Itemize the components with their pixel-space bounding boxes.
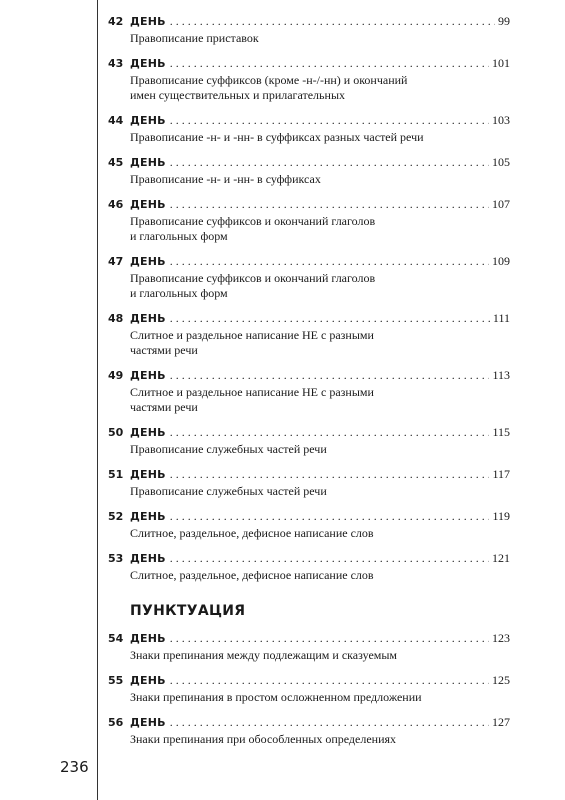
entry-title: Слитное и раздельное написание НЕ с разными частями речи bbox=[130, 385, 374, 414]
day-label: ДЕНЬ bbox=[130, 552, 166, 565]
day-number: 45 bbox=[108, 156, 124, 169]
toc-entry-header bbox=[108, 14, 510, 31]
dot-leader bbox=[170, 425, 490, 440]
dot-leader bbox=[170, 254, 489, 269]
day-label: ДЕНЬ bbox=[130, 15, 166, 28]
dot-leader bbox=[170, 551, 489, 566]
toc-entry-header bbox=[108, 368, 510, 385]
entry-title: Правописание служебных частей речи bbox=[130, 442, 327, 456]
toc-entry-header bbox=[108, 113, 510, 130]
toc-list-spelling bbox=[108, 14, 510, 583]
day-number: 54 bbox=[108, 632, 124, 645]
entry-title: Правописание служебных частей речи bbox=[130, 484, 327, 498]
dot-leader bbox=[170, 715, 489, 730]
entry-title: Слитное, раздельное, дефисное написание слов bbox=[130, 526, 374, 540]
day-number: 53 bbox=[108, 552, 124, 565]
day-number: 43 bbox=[108, 57, 124, 70]
day-label: ДЕНЬ bbox=[130, 510, 166, 523]
toc-entry[interactable] bbox=[108, 673, 510, 705]
page-reference: 115 bbox=[492, 425, 510, 439]
day-number: 52 bbox=[108, 510, 124, 523]
toc-entry[interactable] bbox=[108, 155, 510, 187]
day-label: ДЕНЬ bbox=[130, 468, 166, 481]
page-reference: 107 bbox=[492, 197, 510, 211]
entry-title: Слитное, раздельное, дефисное написание слов bbox=[130, 568, 374, 582]
section-heading: ПУНКТУАЦИЯ bbox=[130, 603, 246, 619]
toc-list-punctuation bbox=[108, 631, 510, 747]
page-reference: 113 bbox=[492, 368, 510, 382]
page-reference: 117 bbox=[492, 467, 510, 481]
entry-title: Правописание суффиксов (кроме -н-/-нн) и окончаний имен существительных и прилагательных bbox=[130, 73, 408, 102]
dot-leader bbox=[170, 14, 495, 29]
toc-entry-header bbox=[108, 509, 510, 526]
toc-entry[interactable] bbox=[108, 197, 510, 244]
entry-title: Правописание -н- и -нн- в суффиксах bbox=[130, 172, 321, 186]
toc-entry-header bbox=[108, 467, 510, 484]
page-reference: 99 bbox=[498, 14, 510, 28]
toc-entry[interactable] bbox=[108, 113, 510, 145]
dot-leader bbox=[170, 113, 489, 128]
day-label: ДЕНЬ bbox=[130, 255, 166, 268]
margin-rule bbox=[97, 0, 98, 800]
page-reference: 125 bbox=[492, 673, 510, 687]
entry-title: Знаки препинания между подлежащим и сказуемым bbox=[130, 648, 398, 662]
toc-entry[interactable] bbox=[108, 56, 510, 103]
day-label: ДЕНЬ bbox=[130, 312, 166, 325]
day-label: ДЕНЬ bbox=[130, 674, 166, 687]
day-label: ДЕНЬ bbox=[130, 57, 166, 70]
toc-entry[interactable] bbox=[108, 715, 510, 747]
toc-entry[interactable] bbox=[108, 509, 510, 541]
page-reference: 111 bbox=[492, 311, 510, 325]
dot-leader bbox=[170, 368, 490, 383]
entry-title: Слитное и раздельное написание НЕ с разными частями речи bbox=[130, 328, 374, 357]
dot-leader bbox=[170, 197, 489, 212]
entry-title: Знаки препинания при обособленных определениях bbox=[130, 732, 397, 746]
toc-entry-header bbox=[108, 673, 510, 690]
page-reference: 103 bbox=[492, 113, 510, 127]
day-number: 56 bbox=[108, 716, 124, 729]
entry-title: Правописание -н- и -нн- в суффиксах разных частей речи bbox=[130, 130, 424, 144]
day-number: 47 bbox=[108, 255, 124, 268]
toc-entry-header bbox=[108, 56, 510, 73]
dot-leader bbox=[170, 467, 490, 482]
toc-entry-header bbox=[108, 551, 510, 568]
page-reference: 123 bbox=[492, 631, 510, 645]
dot-leader bbox=[170, 56, 489, 71]
day-label: ДЕНЬ bbox=[130, 369, 166, 382]
day-number: 50 bbox=[108, 426, 124, 439]
toc-entry[interactable] bbox=[108, 467, 510, 499]
toc-entry-header bbox=[108, 631, 510, 648]
day-label: ДЕНЬ bbox=[130, 426, 166, 439]
day-label: ДЕНЬ bbox=[130, 198, 166, 211]
toc-entry-header bbox=[108, 254, 510, 271]
dot-leader bbox=[170, 509, 490, 524]
toc-entry[interactable] bbox=[108, 368, 510, 415]
page-number: 236 bbox=[60, 758, 89, 776]
dot-leader bbox=[170, 673, 489, 688]
page-reference: 119 bbox=[492, 509, 510, 523]
day-number: 44 bbox=[108, 114, 124, 127]
day-number: 55 bbox=[108, 674, 124, 687]
day-label: ДЕНЬ bbox=[130, 716, 166, 729]
day-number: 48 bbox=[108, 312, 124, 325]
day-number: 49 bbox=[108, 369, 124, 382]
entry-title: Знаки препинания в простом осложненном предложении bbox=[130, 690, 422, 704]
page-reference: 121 bbox=[492, 551, 510, 565]
toc-entry[interactable] bbox=[108, 631, 510, 663]
toc-entry[interactable] bbox=[108, 551, 510, 583]
day-number: 51 bbox=[108, 468, 124, 481]
toc-entry[interactable] bbox=[108, 311, 510, 358]
entry-title: Правописание суффиксов и окончаний глаголов и глагольных форм bbox=[130, 271, 376, 300]
day-label: ДЕНЬ bbox=[130, 156, 166, 169]
dot-leader bbox=[170, 631, 489, 646]
toc-entry[interactable] bbox=[108, 425, 510, 457]
page-reference: 105 bbox=[492, 155, 510, 169]
toc-entry-header bbox=[108, 197, 510, 214]
toc-entry[interactable] bbox=[108, 14, 510, 46]
toc-entry-header bbox=[108, 311, 510, 328]
page-reference: 127 bbox=[492, 715, 510, 729]
day-label: ДЕНЬ bbox=[130, 632, 166, 645]
entry-title: Правописание приставок bbox=[130, 31, 259, 45]
toc-entry-header bbox=[108, 425, 510, 442]
day-number: 46 bbox=[108, 198, 124, 211]
dot-leader bbox=[170, 311, 490, 326]
day-label: ДЕНЬ bbox=[130, 114, 166, 127]
page-reference: 109 bbox=[492, 254, 510, 268]
day-number: 42 bbox=[108, 15, 124, 28]
table-of-contents bbox=[108, 14, 510, 757]
toc-entry-header bbox=[108, 155, 510, 172]
page-reference: 101 bbox=[492, 56, 510, 70]
entry-title: Правописание суффиксов и окончаний глаголов и глагольных форм bbox=[130, 214, 376, 243]
toc-entry-header bbox=[108, 715, 510, 732]
toc-entry[interactable] bbox=[108, 254, 510, 301]
dot-leader bbox=[170, 155, 489, 170]
